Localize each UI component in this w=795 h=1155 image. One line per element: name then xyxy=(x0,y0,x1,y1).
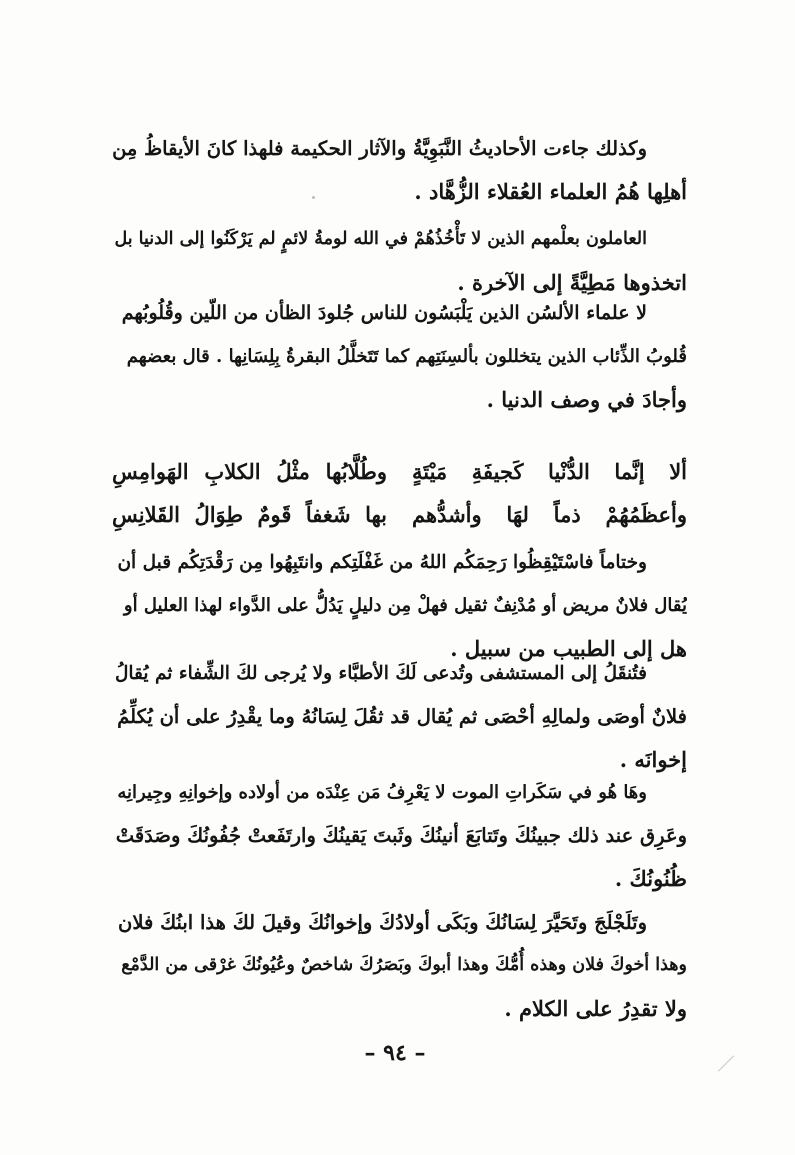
poem-verse xyxy=(112,493,687,536)
paragraph-line: فتُنقَلُ إلى المستشفى وتُدعى لَكَ الأطبَّاء ولا يُرجى لكَ الشِّفاء ثم يُقالُ xyxy=(114,663,647,684)
paragraph-1 xyxy=(112,127,687,213)
paragraph-3 xyxy=(112,292,687,421)
paragraph-line: لا علماء الألسُن الذين يَلْبَسُون للناس جُلودَ الظأن من اللّين وقُلُوبُهم xyxy=(121,302,647,324)
paragraph-line: وعَرِق عند ذلك جبينُكَ وتَتابَعَ أنينُكَ وثَبتَ يَقينُكَ وارتَفَعتْ جُفُونُكَ وصَدَقَتْ xyxy=(115,824,687,847)
paragraph-line: هل إلى الطبيب من سبيل . xyxy=(450,636,687,661)
poem-verse xyxy=(112,450,687,493)
poem-hemistich: وطُلَّابُها مثْلُ الكلابِ الهَوامِسِ xyxy=(112,459,387,484)
paragraph-line: وهَا هُو في سَكَراتِ الموت لا يَعْرِفُ مَن عِنْدَه من أولاده وإخوانِهِ وجِيرانِه xyxy=(117,782,647,803)
poem-block xyxy=(112,450,687,536)
paragraph-4 xyxy=(112,541,687,670)
paragraph-line: إخوانَه . xyxy=(619,747,687,772)
paragraph-line: فلانٌ أوصَى ولمالِهِ أحْصَى ثم يُقال قد ثقُلَ لِسَانُهُ وما يقْدِرُ على أن يُكلِّمُ xyxy=(117,705,687,728)
paragraph-line: وهذا أخوكَ فلان وهذه أُمُّكَ وهذا أبوكَ وبَصَرُكَ شاخصٌ وعُيُونُكَ غرْقى من الدَّمْع xyxy=(121,955,687,975)
poem-hemistich: بها شَغفاً قَومٌ طِوَالُ القَلانِسِ xyxy=(112,502,387,527)
paragraph-line: العاملون بعلْمهم الذين لا تَأْخُذُهُمْ في الله لومةُ لائمٍ لم يَرْكَنُوا إلى الدنيا بل xyxy=(114,229,647,249)
paragraph-line: ظُنُونُكَ . xyxy=(614,866,687,891)
paragraph-line: ولا تقدِرُ على الكلام . xyxy=(504,996,687,1021)
scan-speck xyxy=(312,196,315,199)
page-number: – ٩٤ – xyxy=(364,1040,426,1066)
poem-hemistich: ألا إنَّما الدُّنْيا كَجيفَةِ مَيْتَةٍ xyxy=(412,459,687,484)
paragraph-line: وأجادَ في وصف الدنيا . xyxy=(486,387,687,412)
paragraph-line: وكذلك جاءت الأحاديثُ النَّبَوِيَّةُ والآثار الحكيمة فلهذا كانَ الأيقاظُ مِن xyxy=(112,137,647,160)
paragraph-5 xyxy=(112,652,687,781)
paragraph-6 xyxy=(112,771,687,900)
paragraph-line: قُلوبُ الذِّئاب الذين يتخللون بألسِنَتِهم كما تَتَخلَّلُ البقرةُ بِلِسَانِها . قال بعضهم xyxy=(126,346,687,367)
scan-mark xyxy=(718,1055,734,1071)
paragraph-line: اتخذوها مَطِيَّةً إلى الآخرة . xyxy=(457,270,687,295)
paragraph-line: يُقال فلانٌ مريض أو مُدْنِفٌ ثقيل فهلْ مِن دليلٍ يَدُلُّ على الدَّواء لهذا العليل أو xyxy=(123,595,687,616)
paragraph-7 xyxy=(112,901,687,1030)
poem-hemistich: وأعظَمُهُمْ ذماً لهَا وأشدُّهم xyxy=(412,502,687,527)
paragraph-line: وتَلَجْلَجَ وتَحَيَّرَ لِسَانُكَ وبَكَى أولادُكَ وإخوانُكَ وقيلَ لكَ هذا ابنُكَ فلان xyxy=(118,911,647,934)
paragraph-line: أهلِها هُمُ العلماء العُقلاء الزُّهَّاد . xyxy=(414,179,687,204)
paragraph-line: وختاماً فاسْتَيْقِظُوا رَحِمَكُم اللهُ من غَفْلَتِكم وانتَبِهُوا مِن رَقْدَتِكُم قبل أن xyxy=(117,552,647,573)
